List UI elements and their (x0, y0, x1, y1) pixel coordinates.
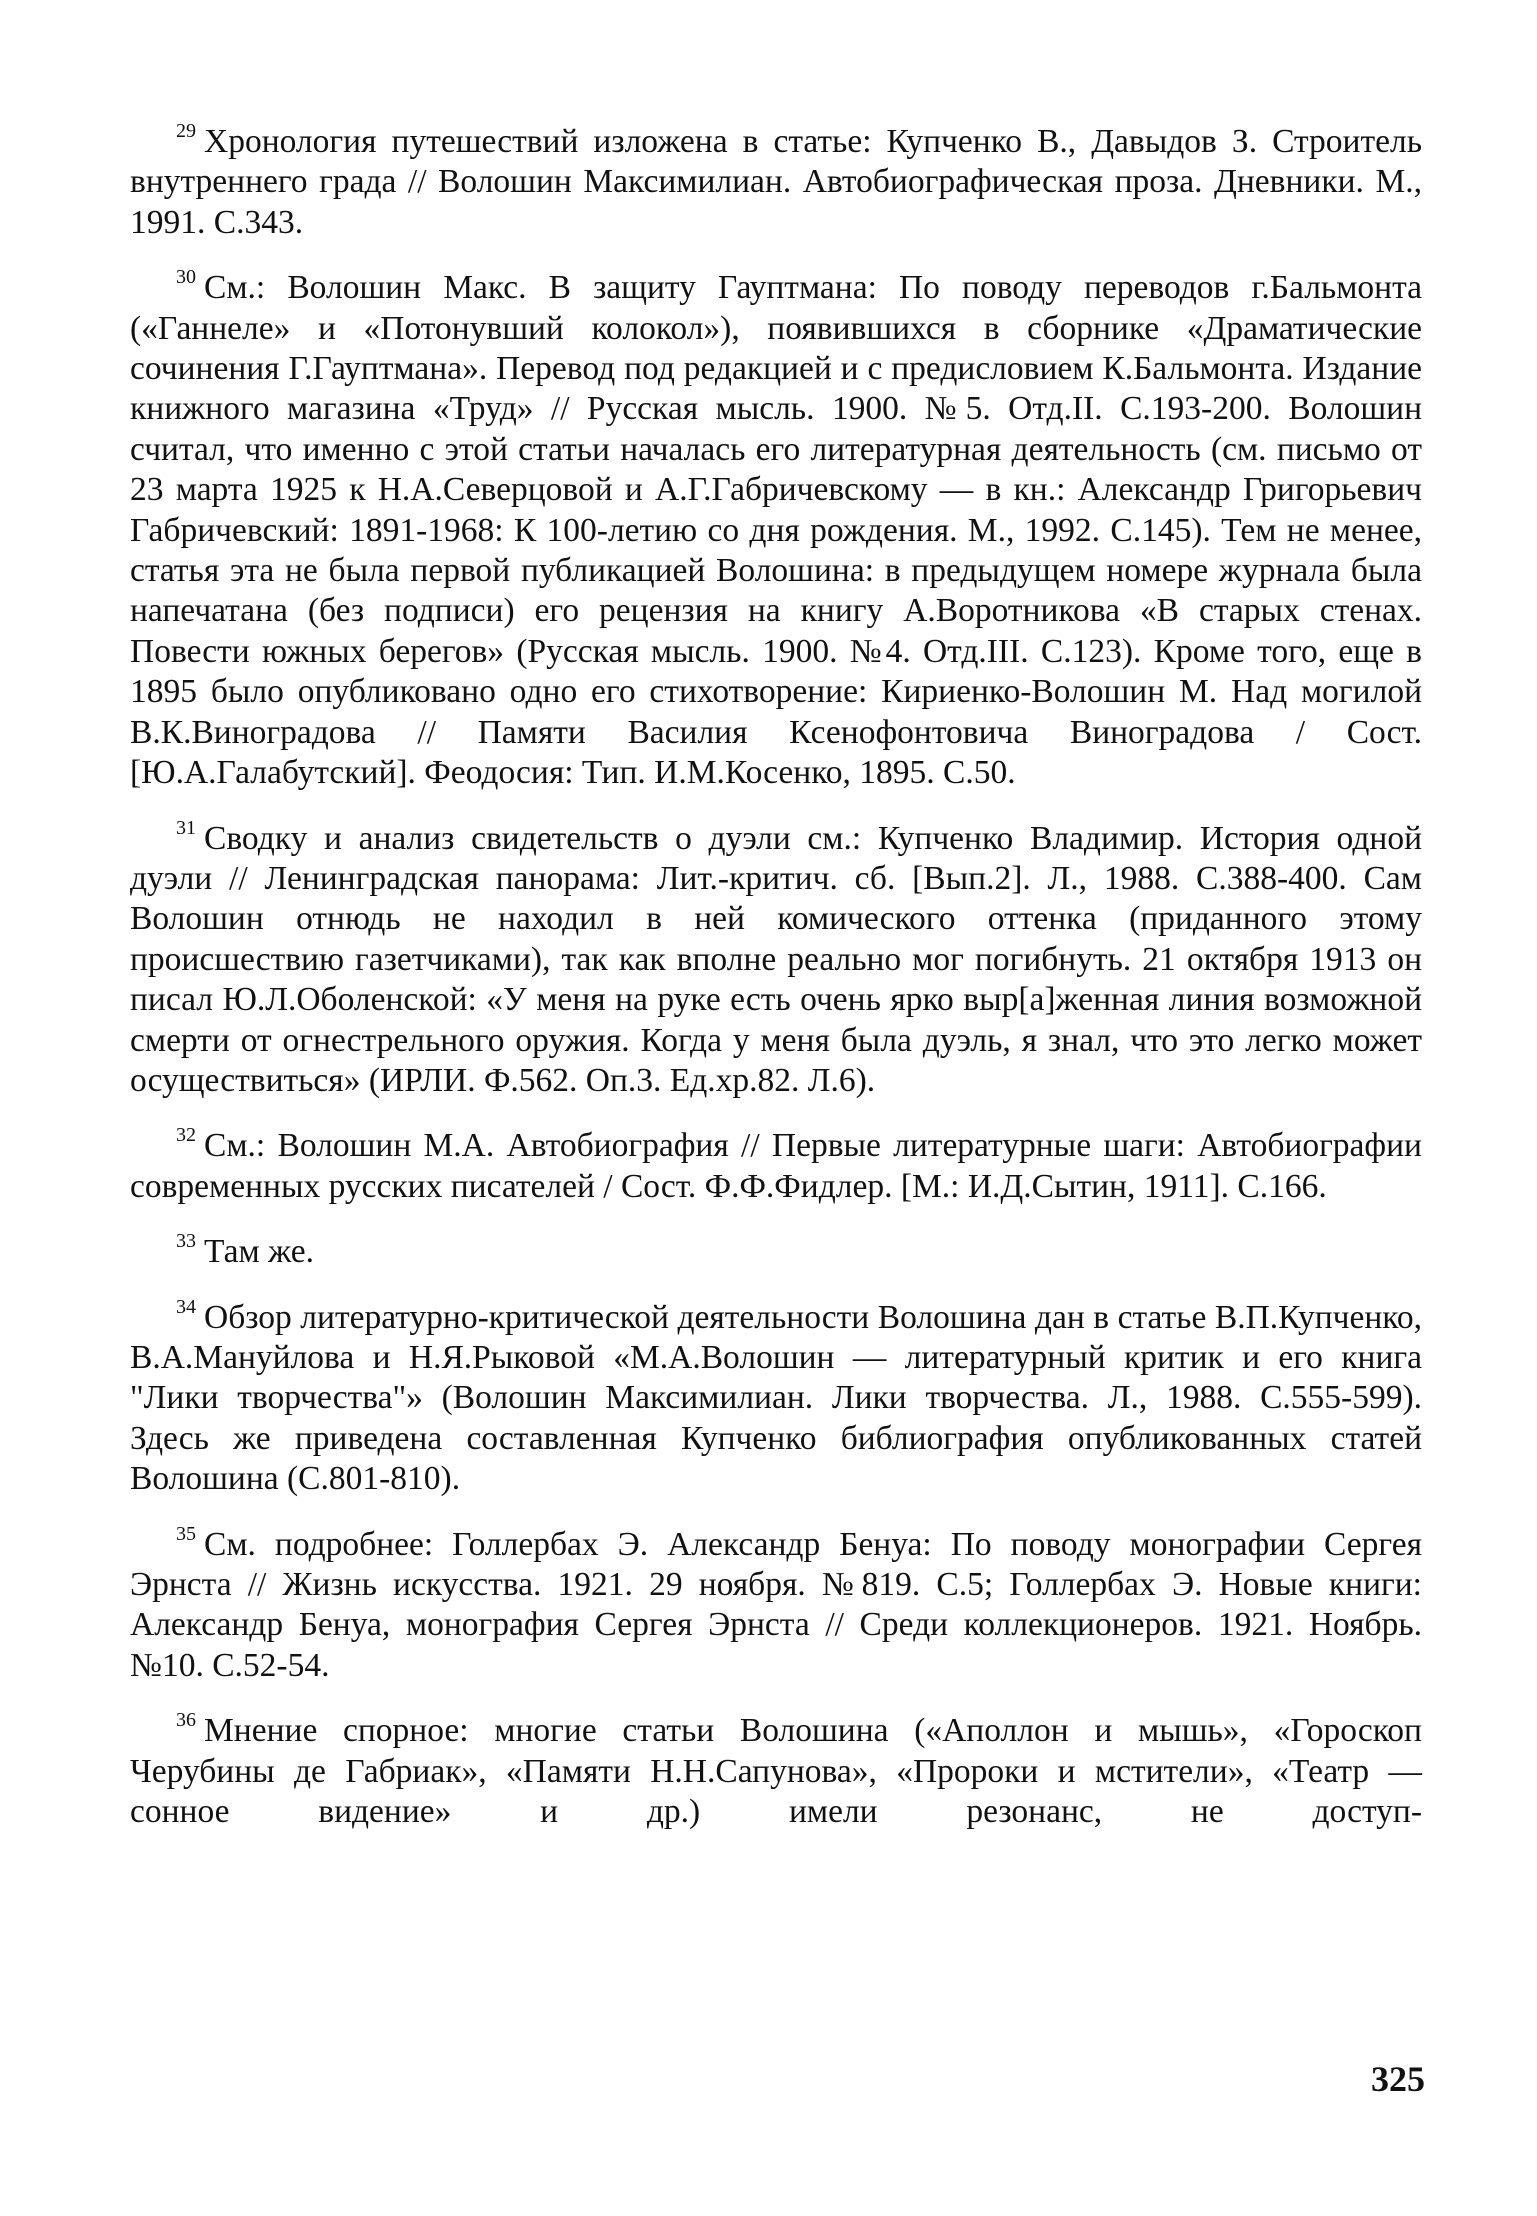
footnote-number: 29 (176, 120, 196, 142)
footnote-number: 36 (176, 1709, 196, 1732)
footnote-number: 30 (176, 266, 196, 289)
footnote-number: 33 (176, 1230, 196, 1253)
footnote-29 (130, 122, 1422, 243)
footnote-text: Мнение спорное: многие статьи Волошина («Аполлон и мышь», «Гороскоп Черубины де Габриак», «Памяти Н.Н.Сапунова», «Пророки и мстители», «Театр — сонное видение» и др.) имели резонанс, не доступ- (130, 1712, 1422, 1831)
footnote-text: Хронология путешествий изложена в статье: Купченко В., Давыдов З. Строитель внутреннего града // Волошин Максимилиан. Автобиографическая проза. Дневники. М., 1991. С.343. (130, 123, 1422, 241)
footnote-text: Там же. (204, 1233, 315, 1271)
footnote-30 (130, 268, 1422, 793)
footnote-36 (130, 1711, 1422, 1832)
footnote-text: См. подробнее: Голлербах Э. Александр Бенуа: По поводу монографии Сергея Эрнста // Жизнь искусства. 1921. 29 ноября. №819. С.5; Голлербах Э. Новые книги: Александр Бенуа, монография Сергея Эрнста // Среди коллекционеров. 1921. Ноябрь. №10. С.52-54. (130, 1525, 1422, 1684)
footnote-text: Сводку и анализ свидетельств о дуэли см.: Купченко Владимир. История одной дуэли // Ленинградская панорама: Лит.-критич. сб. [Вып.2]. Л., 1988. С.388-400. Сам Волошин отнюдь не находил в ней комического оттенка (приданного этому происшествию газетчиками), так как вполне реально мог погибнуть. 21 октября 1913 он писал Ю.Л.Оболенской: «У меня на руке есть очень ярко выр[а]женная линия возможной смерти от огнестрельного оружия. Когда у меня была дуэль, я знал, что это легко может осуществиться» (ИРЛИ. Ф.562. Оп.3. Ед.хр.82. Л.6). (130, 819, 1422, 1099)
footnote-text: См.: Волошин М.А. Автобиография // Первые литературные шаги: Автобиографии современных русских писателей / Сост. Ф.Ф.Фидлер. [М.: И.Д.Сытин, 1911]. С.166. (130, 1127, 1422, 1205)
footnote-number: 35 (176, 1522, 196, 1545)
footnote-text: Обзор литературно-критической деятельности Волошина дан в статье В.П.Купченко, В.А.Мануйлова и Н.Я.Рыковой «М.А.Волошин — литературный критик и его книга "Лики творчества"» (Волошин Максимилиан. Лики творчества. Л., 1988. С.555-599). Здесь же приведена составленная Купченко библиография опубликованных статей Волошина (С.801-810). (130, 1298, 1422, 1498)
footnote-33 (130, 1232, 1422, 1272)
footnote-34 (130, 1295, 1422, 1500)
footnote-31 (130, 816, 1422, 1102)
footnote-number: 32 (176, 1124, 196, 1147)
footnote-35 (130, 1522, 1422, 1687)
footnote-number: 34 (176, 1295, 196, 1318)
footnotes-block (130, 122, 1422, 1857)
footnote-number: 31 (176, 816, 196, 839)
footnote-text: См.: Волошин Макс. В защиту Гауптмана: По поводу переводов г.Бальмонта («Ганнеле» и «Потонувший колокол»), появившихся в сборнике «Драматические сочинения Г.Гауптмана». Перевод под редакцией и с предисловием К.Бальмонта. Издание книжного магазина «Труд» // Русская мысль. 1900. №5. Отд.II. С.193-200. Волошин считал, что именно с этой статьи началась его литературная деятельность (см. письмо от 23 марта 1925 к Н.А.Северцовой и А.Г.Габричевскому — в кн.: Александр Григорьевич Габричевский: 1891-1968: К 100-летию со дня рождения. М., 1992. С.145). Тем не менее, статья эта не была первой публикацией Волошина: в предыдущем номере журнала была напечатана (без подписи) его рецензия на книгу А.Воротникова «В старых стенах. Повести южных берегов» (Русская мысль. 1900. №4. Отд.III. С.123). Кроме того, еще в 1895 было опубликовано одно его стихотворение: Кириенко-Волошин М. Над могилой В.К.Виноградова // Памяти Василия Ксенофонтовича Виноградова / Сост. [Ю.А.Галабутский]. Феодосия: Тип. И.М.Косенко, 1895. С.50. (130, 269, 1422, 792)
footnote-32 (130, 1126, 1422, 1207)
page-number: 325 (1371, 2059, 1425, 2099)
